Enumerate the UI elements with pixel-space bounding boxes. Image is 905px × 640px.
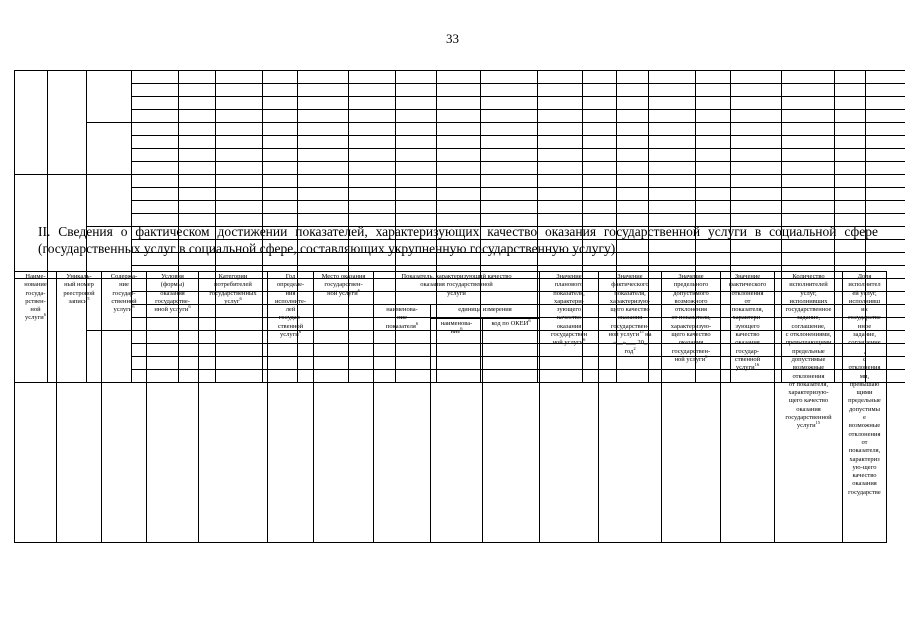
table-cell: [396, 110, 437, 123]
table-cell: [617, 136, 649, 149]
table-cell: [437, 162, 481, 175]
table-cell: [583, 201, 617, 214]
table-cell: [396, 71, 437, 84]
table-cell: [731, 84, 782, 97]
table-cell: [349, 175, 396, 188]
table-cell: [437, 84, 481, 97]
table-cell: [437, 97, 481, 110]
table-cell: [583, 71, 617, 84]
table-cell: [216, 188, 263, 201]
table-cell: [179, 201, 216, 214]
table-cell: [835, 71, 866, 84]
table-cell: [866, 110, 905, 123]
table-cell: [132, 110, 179, 123]
table-cell: [437, 136, 481, 149]
table-cell: [298, 188, 349, 201]
table-cell: [835, 110, 866, 123]
table-cell: [866, 175, 905, 188]
table-cell: [731, 123, 782, 136]
table-cell: [866, 97, 905, 110]
table-cell: [481, 123, 538, 136]
table-cell: [617, 84, 649, 97]
table-cell: [263, 71, 298, 84]
table-cell: [696, 201, 731, 214]
table-cell: [617, 97, 649, 110]
table-row: [15, 175, 905, 188]
table-cell: [649, 110, 696, 123]
table-cell: [349, 110, 396, 123]
col-service-content: Содержа- ние государ- ственной услуги$^6$: [102, 272, 147, 543]
table-cell: [263, 188, 298, 201]
table-row: [15, 201, 905, 214]
col-actual-value: Значение фактического показателя, характеризую- щего качество оказания государствен- ной услуги$^{15}$ на «__»___ 20_ год$^2$: [599, 272, 662, 543]
table-cell: [696, 149, 731, 162]
table-cell: [179, 110, 216, 123]
table-cell: [396, 201, 437, 214]
table-cell: [835, 149, 866, 162]
table-cell: [437, 71, 481, 84]
table-cell: [649, 188, 696, 201]
table-cell: [782, 201, 835, 214]
table-cell: [179, 175, 216, 188]
table-cell: [349, 71, 396, 84]
table-cell: [396, 123, 437, 136]
table-cell: [481, 84, 538, 97]
table-cell: [835, 175, 866, 188]
table-cell: [481, 162, 538, 175]
table-cell: [649, 71, 696, 84]
table-cell: [263, 162, 298, 175]
table-cell: [263, 175, 298, 188]
table-cell: [87, 123, 132, 175]
table-cell: [298, 175, 349, 188]
table-row: [15, 149, 905, 162]
table-cell: [216, 110, 263, 123]
table-cell: [538, 149, 583, 162]
table-cell: [731, 71, 782, 84]
table-cell: [298, 97, 349, 110]
table-cell: [396, 97, 437, 110]
table-cell: [538, 97, 583, 110]
table-row: [15, 71, 905, 84]
col-service-name: Наиме- нование госуда- рствен- ной услуги$^6$: [15, 272, 57, 543]
table-cell: [696, 136, 731, 149]
table-cell: [866, 162, 905, 175]
table-cell: [216, 123, 263, 136]
table-cell: [132, 136, 179, 149]
table-cell: [481, 110, 538, 123]
table-cell: [298, 201, 349, 214]
table-cell: [782, 175, 835, 188]
table-cell: [866, 71, 905, 84]
table-cell: [349, 201, 396, 214]
table-cell: [617, 201, 649, 214]
table-cell: [437, 149, 481, 162]
table-cell: [731, 149, 782, 162]
table-cell: [538, 175, 583, 188]
table-cell: [835, 123, 866, 136]
table-cell: [835, 162, 866, 175]
table-cell: [179, 162, 216, 175]
table-cell: [696, 123, 731, 136]
col-planned-value: Значение планового показателя, характери- зующего качество оказания государствен ной услуги$^6$: [540, 272, 599, 543]
table-cell: [696, 188, 731, 201]
col-indicator-name: наименова- ние показателя$^6$: [374, 305, 431, 543]
table-cell: [583, 188, 617, 201]
table-cell: [731, 136, 782, 149]
table-cell: [782, 110, 835, 123]
table-cell: [349, 123, 396, 136]
table-cell: [696, 97, 731, 110]
table-cell: [349, 136, 396, 149]
table-cell: [583, 149, 617, 162]
table-cell: [349, 97, 396, 110]
table-cell: [263, 110, 298, 123]
table-row: [15, 136, 905, 149]
table-cell: [298, 110, 349, 123]
table-cell: [87, 71, 132, 123]
table-cell: [731, 110, 782, 123]
table-cell: [731, 175, 782, 188]
col-providers-share: Доля исполнител ей услуг, исполнивш их государстве нное задание, соглашение , с отклонения ми, превышаю щими предельные допустимы е возможные отклонения от показателя, характериз ую-щего качество оказания государстве: [843, 272, 887, 543]
col-place: Место оказания государствен- ной услуги$^6$: [314, 272, 374, 543]
table-cell: [538, 110, 583, 123]
col-consumer-categories: Категории потребителей государственных услуг$^6$: [199, 272, 268, 543]
table-cell: [216, 97, 263, 110]
col-registry-number: Уникаль- ный номер реестровой записи$^5$: [57, 272, 102, 543]
table-cell: [538, 136, 583, 149]
table-cell: [538, 201, 583, 214]
table-cell: [132, 162, 179, 175]
table-cell: [179, 84, 216, 97]
table-cell: [617, 110, 649, 123]
table-cell: [649, 149, 696, 162]
table-cell: [349, 84, 396, 97]
table-cell: [216, 175, 263, 188]
table-cell: [132, 97, 179, 110]
table-cell: [481, 71, 538, 84]
table-cell: [835, 201, 866, 214]
table-cell: [179, 188, 216, 201]
table-cell: [132, 175, 179, 188]
table-row: [15, 97, 905, 110]
table-cell: [349, 162, 396, 175]
table-cell: [87, 175, 132, 227]
table-cell: [437, 175, 481, 188]
table-cell: [649, 162, 696, 175]
table-cell: [538, 84, 583, 97]
col-unit-group: единица измерения: [431, 305, 540, 319]
table-cell: [263, 149, 298, 162]
table-cell: [179, 97, 216, 110]
table-cell: [782, 97, 835, 110]
table-cell: [583, 136, 617, 149]
table-cell: [298, 123, 349, 136]
table-cell: [179, 123, 216, 136]
table-cell: [396, 84, 437, 97]
table-cell: [216, 84, 263, 97]
table-cell: [298, 162, 349, 175]
table-cell: [15, 71, 48, 175]
table-cell: [731, 97, 782, 110]
table-cell: [396, 162, 437, 175]
table-cell: [481, 136, 538, 149]
table-cell: [617, 175, 649, 188]
table-cell: [866, 149, 905, 162]
table-cell: [649, 201, 696, 214]
table-cell: [216, 136, 263, 149]
table-cell: [437, 201, 481, 214]
table-cell: [649, 136, 696, 149]
table-cell: [349, 188, 396, 201]
table-cell: [782, 149, 835, 162]
table-cell: [866, 201, 905, 214]
table-row: [15, 84, 905, 97]
table-cell: [583, 123, 617, 136]
col-year: Год определе- ния исполните- лей государ- ственной услуги$^6$: [268, 272, 314, 543]
table-cell: [263, 136, 298, 149]
col-providers-count: Количество исполнителей услуг, исполнивших государственное задание, соглашение, с отклонениями, превышающими предельные допустимые возможные отклонения от показателя, характеризую- щего качество оказания государственной услуги$^{15}$: [775, 272, 843, 543]
table-cell: [731, 162, 782, 175]
table-cell: [216, 201, 263, 214]
table-cell: [538, 188, 583, 201]
table-cell: [437, 123, 481, 136]
table-cell: [132, 201, 179, 214]
table-row: [15, 188, 905, 201]
table-cell: [396, 136, 437, 149]
table-cell: [437, 110, 481, 123]
col-actual-deviation: Значение фактического отклонения от показателя, характери- зующего качество оказания государ- ственной услуги$^{16}$: [721, 272, 775, 543]
table-cell: [649, 123, 696, 136]
table-cell: [866, 84, 905, 97]
table-cell: [782, 123, 835, 136]
table-cell: [132, 84, 179, 97]
table-cell: [216, 162, 263, 175]
table-cell: [617, 162, 649, 175]
table-cell: [782, 162, 835, 175]
table-cell: [649, 97, 696, 110]
table-cell: [216, 149, 263, 162]
table-row: [15, 123, 905, 136]
table-cell: [481, 188, 538, 201]
table-cell: [538, 71, 583, 84]
table-cell: [782, 136, 835, 149]
table-cell: [583, 97, 617, 110]
table-cell: [179, 136, 216, 149]
table-cell: [179, 71, 216, 84]
table-row: [15, 110, 905, 123]
table-cell: [216, 71, 263, 84]
table-cell: [481, 175, 538, 188]
page-number: 33: [446, 31, 459, 46]
table-cell: [481, 201, 538, 214]
table-cell: [132, 149, 179, 162]
table-cell: [396, 175, 437, 188]
col-indicator-group: Показатель, характеризующий качество оказания государственной услуги: [374, 272, 540, 305]
table-cell: [649, 175, 696, 188]
table-cell: [396, 188, 437, 201]
table-cell: [583, 162, 617, 175]
col-allowed-deviation: Значение предельного допустимого возможного отклонения от показателя, характеризую- щего качество оказания государствен- ной услуги$^6$: [662, 272, 721, 543]
table-cell: [48, 71, 87, 175]
table-cell: [481, 97, 538, 110]
table-cell: [617, 188, 649, 201]
table-cell: [782, 71, 835, 84]
table-cell: [731, 188, 782, 201]
table-cell: [617, 149, 649, 162]
table-cell: [298, 149, 349, 162]
table-cell: [583, 110, 617, 123]
table-cell: [696, 71, 731, 84]
table-cell: [263, 123, 298, 136]
table-cell: [583, 84, 617, 97]
table-row: [15, 162, 905, 175]
table-cell: [866, 136, 905, 149]
table-cell: [298, 71, 349, 84]
col-okei-code: код по ОКЕИ$^6$: [483, 319, 540, 543]
table-cell: [696, 84, 731, 97]
quality-indicators-table: [14, 271, 887, 543]
table-cell: [731, 201, 782, 214]
col-unit-name: наименова- ние$^6$: [431, 319, 483, 543]
table-cell: [696, 162, 731, 175]
table-cell: [617, 71, 649, 84]
table-cell: [396, 149, 437, 162]
table-cell: [481, 149, 538, 162]
table-cell: [696, 110, 731, 123]
table-cell: [298, 84, 349, 97]
table-cell: [835, 97, 866, 110]
table-cell: [866, 123, 905, 136]
table-cell: [132, 188, 179, 201]
table-cell: [179, 149, 216, 162]
col-service-conditions: Условия (формы) оказания государстве- нной услуги$^6$: [147, 272, 199, 543]
table-cell: [782, 84, 835, 97]
table-cell: [132, 71, 179, 84]
table-cell: [835, 136, 866, 149]
table-cell: [298, 136, 349, 149]
table-cell: [538, 123, 583, 136]
table-cell: [583, 175, 617, 188]
table-cell: [263, 97, 298, 110]
table-cell: [132, 123, 179, 136]
table-cell: [835, 188, 866, 201]
table-cell: [263, 201, 298, 214]
table-cell: [835, 84, 866, 97]
table-cell: [349, 149, 396, 162]
table-cell: [696, 175, 731, 188]
table-cell: [263, 84, 298, 97]
table-cell: [437, 188, 481, 201]
table-cell: [617, 123, 649, 136]
table-cell: [649, 84, 696, 97]
table-cell: [866, 188, 905, 201]
section-title: II. Сведения о фактическом достижении показателей, характеризующих качество оказания государственной услуги в социальной сфере (государственных услуг в социальной сфере, составляющих укрупненную государственную услугу): [38, 224, 878, 256]
table-cell: [538, 162, 583, 175]
table-cell: [782, 188, 835, 201]
